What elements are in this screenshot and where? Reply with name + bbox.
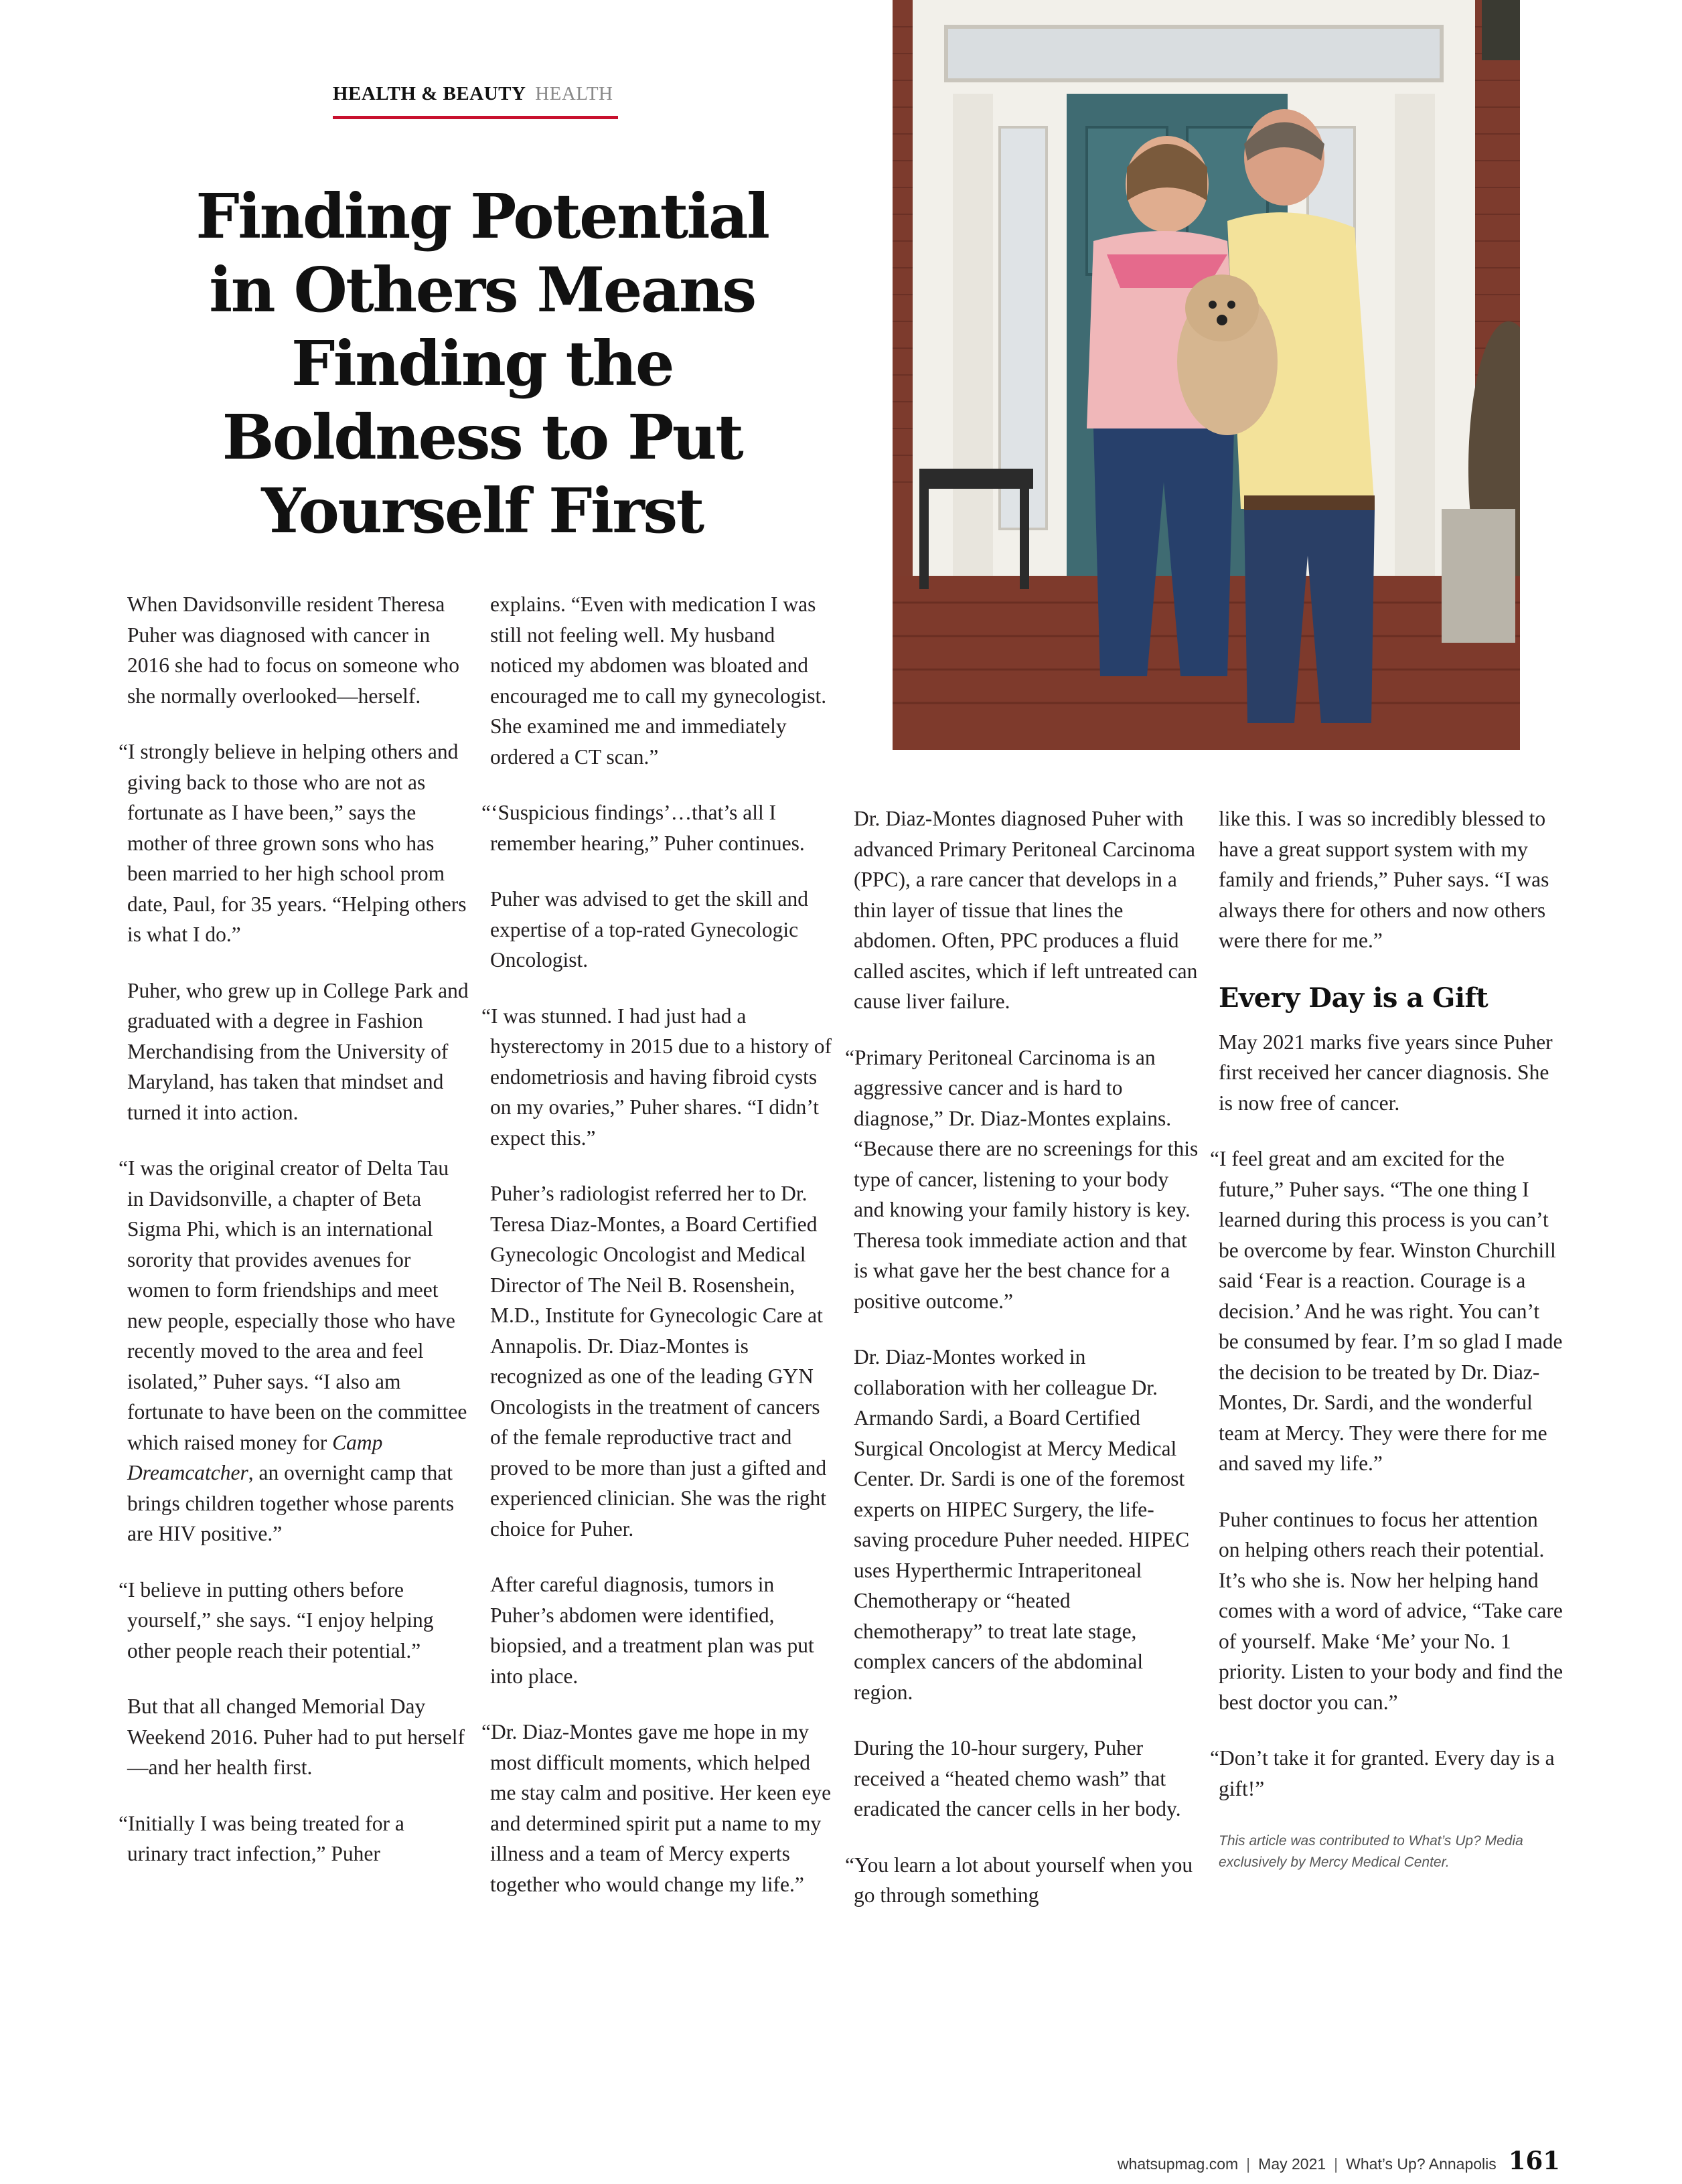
text-run: “I was the original creator of Delta Tau in Davidsonville, a chapter of Beta Sigma Phi, which is an international sorority that provides avenues for women to form friendships and meet new people, especially those who have recently moved to the area and feel isolated,” Puher says. “I also am fortunate to have been on the committee which raised money for [119, 1156, 467, 1454]
body-paragraph: When Davidsonville resident Theresa Puher was diagnosed with cancer in 2016 she had to focus on someone who she normally overlooked—herself. [127, 593, 460, 708]
body-paragraph: After careful diagnosis, tumors in Puher’s abdomen were identified, biopsied, and a treatment plan was put into place. [490, 1573, 814, 1688]
headline-line: Boldness to Put [222, 401, 743, 473]
section-tag [333, 83, 618, 119]
body-paragraph: Puher continues to focus her attention on helping others reach their potential. It’s who she is. Now her helping hand comes with a word of advice, “Take care of yourself. Make ‘Me’ your No. 1 priority. Listen to your body and find the best doctor you can.” [1219, 1507, 1563, 1714]
couple-with-dog-photo [893, 0, 1520, 750]
body-paragraph: Puher’s radiologist referred her to Dr. Teresa Diaz-Montes, a Board Certified Gynecologic Oncologist and Medical Director of The Neil B. Rosenshein, M.D., Institute for Gynecologic Care at Annapolis. Dr. Diaz-Montes is recognized as one of the leading GYN Oncologists in the treatment of cancers of the female reproductive tract and proved to be more than just a gifted and experienced clinician. She was the right choice for Puher. [490, 1182, 827, 1541]
body-paragraph: “Dr. Diaz-Montes gave me hope in my most difficult moments, which helped me stay calm and positive. Her keen eye and determined spirit put a name to my illness and a team of Mercy experts together who would change my life.” [481, 1720, 832, 1896]
footer-separator: | [1246, 2155, 1251, 2173]
photo-illustration [893, 0, 1520, 750]
headline-line: in Others Means [209, 254, 755, 326]
body-paragraph: “Primary Peritoneal Carcinoma is an aggressive cancer and is hard to diagnose,” Dr. Diaz-Montes explains. “Because there are no screenings for this type of cancer, listening to your body and knowing your family history is key. Theresa took immediate action and that is what gave her the best chance for a positive outcome.” [845, 1045, 1199, 1313]
article-column-3 [845, 803, 1202, 1936]
body-paragraph: “‘Suspicious findings’…that’s all I remember hearing,” Puher continues. [481, 801, 805, 855]
body-paragraph: But that all changed Memorial Day Weekend 2016. Puher had to put herself—and her health first. [127, 1695, 465, 1779]
section-primary: HEALTH & BEAUTY [333, 83, 526, 104]
body-paragraph: During the 10-hour surgery, Puher received a “heated chemo wash” that eradicated the cancer cells in her body. [854, 1736, 1181, 1820]
page-number: 161 [1508, 2146, 1560, 2175]
body-paragraph: Puher, who grew up in College Park and graduated with a degree in Fashion Merchandising from the University of Maryland, has taken that mindset and turned it into action. [127, 978, 469, 1124]
body-paragraph: “I strongly believe in helping others and giving back to those who are not as fortunate as I have been,” says the mother of three grown sons who has been married to her high school prom date, Paul, for 35 years. “Helping others is what I do.” [119, 740, 467, 946]
body-paragraph [119, 1153, 469, 1549]
body-paragraph: “I was stunned. I had just had a hysterectomy in 2015 due to a history of endometriosis and having fibroid cysts on my ovaries,” Puher shares. “I didn’t expect this.” [481, 1004, 832, 1150]
body-paragraph: Puher was advised to get the skill and expertise of a top-rated Gynecologic Oncologist. [490, 887, 809, 971]
contributor-note: This article was contributed to What’s Up? Media exclusively by Mercy Medical Center. [1219, 1833, 1523, 1870]
body-paragraph: “I feel great and am excited for the future,” Puher says. “The one thing I learned during this process is you can’t be overcome by fear. Winston Churchill said ‘Fear is a reaction. Courage is a decision.’ And he was right. You can’t be consumed by fear. I’m so glad I made the decision to be treated by Dr. Diaz-Montes, Dr. Sardi, and the wonderful team at Mercy. They were there for me and saved my life.” [1210, 1147, 1563, 1475]
body-paragraph: Dr. Diaz-Montes worked in collaboration with her colleague Dr. Armando Sardi, a Board Certified Surgical Oncologist at Mercy Medical Center. Dr. Sardi is one of the foremost experts on HIPEC Surgery, the life-saving procedure Puher needed. HIPEC uses Hyperthermic Intraperitoneal Chemotherapy or “heated chemotherapy” to treat late stage, complex cancers of the abdominal region. [854, 1345, 1190, 1704]
article-column-2 [481, 589, 835, 1925]
article-headline [154, 179, 810, 548]
footer-separator: | [1334, 2155, 1339, 2173]
article-column-1 [119, 589, 469, 1895]
section-secondary: HEALTH [535, 83, 613, 104]
camp-name: Camp Dreamcatcher [127, 1430, 383, 1484]
footer-issue: May 2021 [1258, 2155, 1326, 2173]
text-run: , an overnight camp that brings children together whose parents are HIV positive.” [127, 1461, 455, 1545]
body-paragraph: explains. “Even with medication I was still not feeling well. My husband noticed my abdomen was bloated and encouraged me to call my gynecologist. She examined me and immediately ordered a CT scan.” [490, 593, 827, 769]
headline-line: Finding Potential [196, 180, 769, 252]
body-paragraph: “You learn a lot about yourself when you go through something [845, 1853, 1193, 1907]
page-footer [1098, 2146, 1560, 2175]
subheading: Every Day is a Gift [1219, 982, 1488, 1014]
headline-line: Finding the [291, 327, 674, 400]
article-column-4 [1210, 803, 1563, 1899]
body-paragraph: “I believe in putting others before yourself,” she says. “I enjoy helping other people reach their potential.” [119, 1577, 434, 1662]
body-paragraph: May 2021 marks five years since Puher first received her cancer diagnosis. She is now free of cancer. [1219, 1030, 1553, 1115]
body-paragraph: “Initially I was being treated for a urinary tract infection,” Puher [119, 1811, 404, 1865]
headline-line: Yourself First [261, 475, 703, 547]
footer-site-link[interactable]: whatsupmag.com [1117, 2155, 1239, 2173]
body-paragraph: “Don’t take it for granted. Every day is a gift!” [1210, 1746, 1555, 1800]
body-paragraph: Dr. Diaz-Montes diagnosed Puher with advanced Primary Peritoneal Carcinoma (PPC), a rare cancer that develops in a thin layer of tissue that lines the abdomen. Often, PPC produces a fluid called ascites, which if left untreated can cause liver failure. [854, 807, 1198, 1013]
body-paragraph: like this. I was so incredibly blessed to have a great support system with my family and friends,” Puher says. “I was always there for others and now others were there for me.” [1219, 807, 1549, 952]
footer-magazine: What’s Up? Annapolis [1346, 2155, 1497, 2173]
